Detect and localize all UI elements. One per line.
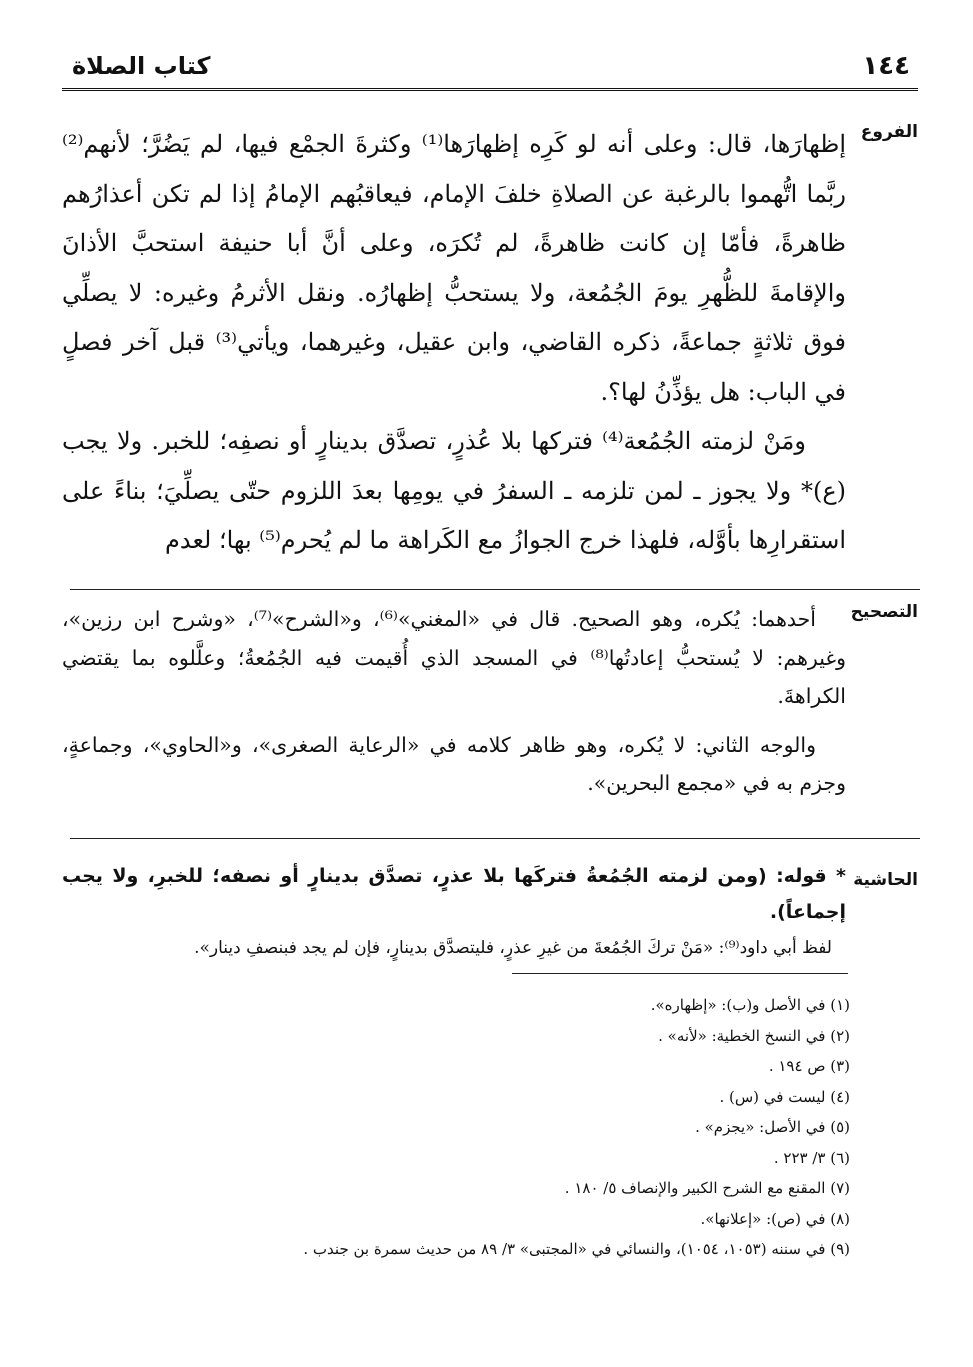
- section-furu: [62, 120, 918, 578]
- section-label-furu: الفروع: [860, 122, 918, 142]
- section-label-hashiya: الحاشية: [853, 870, 918, 890]
- section-hashiya: [62, 858, 918, 960]
- page-number: ١٤٤: [862, 51, 910, 81]
- section-body-hashiya: [62, 858, 846, 966]
- furu-paragraph-1: إظهارَها، قال: وعلى أنه لو كَرِه إظهارَها⁽¹⁾ وكثرةَ الجمْع فيها، لم يَضُرَّ؛ لأنهم⁽²⁾ ربَّما اتُّهموا بالرغبة عن الصلاةِ خلفَ الإمام، فيعاقبُهم الإمامُ إذا لم تكن أعذارُهم ظاهرةً، فأمّا إن كانت ظاهرةً، لم تُكرَه، وعلى أنَّ أبا حنيفة استحبَّ الأذانَ والإقامةَ للظُّهرِ يومَ الجُمُعة، ولا يستحبُّ إظهارُه. ونقل الأثرمُ وغيره: لا يصلِّي فوق ثلاثةٍ جماعةً، ذكره القاضي، وابن عقيل، وغيرهما، ويأتي⁽³⁾ قبل آخر فصلٍ في الباب: هل يؤذِّنُ لها؟.: [62, 130, 846, 406]
- footnote-divider: [512, 973, 848, 974]
- footnote: (٦) ٣/ ٢٢٣ .: [773, 1148, 850, 1167]
- footnote: (٩) في سننه (١٠٥٣، ١٠٥٤)، والنسائي في «المجتبى» ٣/ ٨٩ من حديث سمرة بن جندب .: [303, 1240, 850, 1258]
- footnote: (٥) في الأصل: «يجزم» .: [695, 1118, 850, 1136]
- footnote: (٣) ص ١٩٤ .: [768, 1057, 850, 1075]
- hashiya-text: لفظ أبي داود⁽⁹⁾: «مَنْ تركَ الجُمُعةَ من غيرِ عذرٍ، فليتصدَّق بدينارٍ، فإن لم يجد فبنصفِ دينار».: [194, 938, 832, 958]
- section-label-tashih: التصحيح: [850, 602, 918, 622]
- page-header: [62, 44, 918, 91]
- section-divider: [70, 838, 920, 839]
- section-body-furu: [62, 120, 846, 566]
- furu-paragraph-2: ومَنْ لزمته الجُمُعة⁽⁴⁾ فتركها بلا عُذرٍ، تصدَّق بدينارٍ أو نصفِه؛ للخبر. ولا يجب (ع)* ولا يجوز ـ لمن تلزمه ـ السفرُ في يومِها بعدَ اللزوم حتّى يصلِّيَ؛ بناءً على استقرارِها بأوَّله، فلهذا خرج الجوازُ مع الكَراهة ما لم يُحرم⁽⁵⁾ بها؛ لعدم: [62, 427, 846, 554]
- section-body-tashih: [62, 600, 846, 803]
- tashih-paragraph-2: والوجه الثاني: لا يُكره، وهو ظاهر كلامه في «الرعاية الصغرى»، و«الحاوي»، وجماعةٍ، وجزم به في «مجمع البحرين».: [62, 732, 846, 795]
- section-divider: [70, 589, 920, 590]
- hashiya-heading: * قوله: (ومن لزمته الجُمُعةُ فتركَها بلا عذرٍ، تصدَّق بدينارٍ أو نصفه؛ للخبرِ، ولا يجب إجماعاً).: [62, 865, 846, 923]
- section-tashih: [62, 600, 918, 828]
- footnote: (٢) في النسخ الخطية: «لأنه» .: [658, 1026, 850, 1045]
- tashih-paragraph-1: أحدهما: يُكره، وهو الصحيح. قال في «المغني»⁽⁶⁾، و«الشرح»⁽⁷⁾، «وشرح ابن رزين»، وغيرهم: لا يُستحبُّ إعادتُها⁽⁸⁾ في المسجد الذي أُقيمت فيه الجُمُعةُ؛ وعلَّلوه بما يقتضي الكراهةَ.: [62, 607, 846, 708]
- footnote: (٨) في (ص): «إعلانها».: [700, 1209, 850, 1228]
- footnote: (٧) المقنع مع الشرح الكبير والإنصاف ٥/ ١٨٠ .: [564, 1179, 850, 1197]
- footnote: (٤) ليست في (س) .: [719, 1087, 850, 1106]
- footnotes: [80, 990, 850, 1265]
- footnote: (١) في الأصل و(ب): «إظهاره».: [650, 996, 850, 1014]
- running-title: كتاب الصلاة: [72, 52, 211, 80]
